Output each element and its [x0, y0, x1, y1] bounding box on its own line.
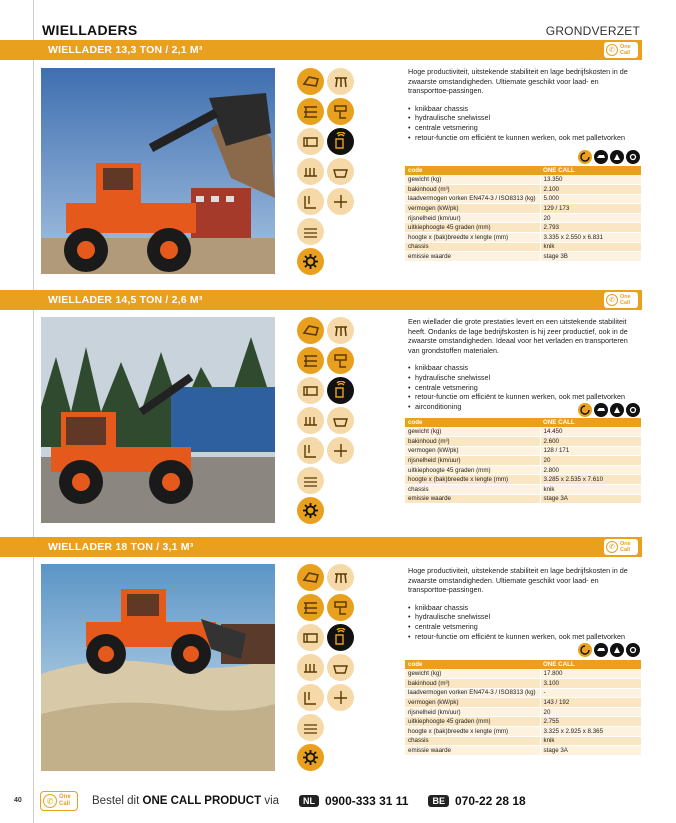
- pallet-fork-icon: [297, 594, 324, 621]
- spec-label: vermogen (kW/pk): [405, 204, 540, 214]
- attachment-icon-grid: [297, 68, 357, 278]
- spec-value: 143 / 192: [540, 698, 641, 708]
- spec-value: 5.000: [540, 194, 641, 204]
- truck-mini-icon: [594, 403, 608, 417]
- attachment-icon-grid: [297, 564, 357, 774]
- spec-label: rijsnelheid (km/uur): [405, 707, 540, 717]
- grab-bucket-icon: [327, 317, 354, 344]
- description-text: Een wiellader die grote prestaties levert en een uitstekende stabiliteit heeft. Ondanks de lage bedrijfskosten is hij zeer productief, ook in de zwaarste omstandigheden. Ideaal voor het verladen en transporteren van grondstoffen materialen.: [408, 317, 628, 355]
- spec-value: stage 3A: [540, 746, 641, 756]
- table-row: [405, 698, 641, 708]
- spec-value: 17.800: [540, 669, 641, 679]
- spec-value: 2.600: [540, 437, 641, 447]
- table-row: [405, 204, 641, 214]
- spec-label: chassis: [405, 242, 540, 252]
- fork-frame-icon: [297, 684, 324, 711]
- section-title: WIELLADER 18 TON / 3,1 M³: [48, 541, 194, 553]
- spec-value: stage 3A: [540, 494, 641, 504]
- table-header-value: ONE CALL: [540, 166, 641, 175]
- spec-label: gewicht (kg): [405, 669, 540, 679]
- feature-item: • airconditioning: [408, 402, 640, 412]
- spec-value: 2.793: [540, 223, 641, 233]
- spec-value: 128 / 171: [540, 446, 641, 456]
- footer-text: [92, 795, 279, 807]
- badge-line2: Call: [620, 50, 631, 56]
- rake-icon: [297, 407, 324, 434]
- service-mini-icon: [626, 643, 640, 657]
- fork-frame-icon: [297, 188, 324, 215]
- table-row: [405, 736, 641, 746]
- phone-icon: ✆: [43, 794, 57, 808]
- feature-item: • centrale vetsmering: [408, 622, 640, 632]
- spec-label: bakinhoud (m³): [405, 185, 540, 195]
- product-description: [408, 566, 640, 641]
- section-title: WIELLADER 13,3 TON / 2,1 M³: [48, 44, 203, 56]
- spec-label: chassis: [405, 736, 540, 746]
- spec-label: uitkiephoogte 45 graden (mm): [405, 465, 540, 475]
- table-row: [405, 175, 641, 185]
- spec-value: 20: [540, 707, 641, 717]
- bucket-icon: [297, 317, 324, 344]
- section-title: WIELLADER 14,5 TON / 2,6 M³: [48, 294, 203, 306]
- rake-icon: [297, 158, 324, 185]
- spec-table: [405, 660, 641, 756]
- be-flag: BE: [428, 795, 449, 807]
- description-text: Hoge productiviteit, uitstekende stabiliteit en lage bedrijfskosten in de zwaarste omstandigheden. Ultiemate geschikt voor laad- en transporttoe-passingen.: [408, 566, 628, 595]
- footer-prefix: Bestel dit: [92, 795, 140, 807]
- feature-list: [408, 603, 640, 641]
- spec-label: rijsnelheid (km/uur): [405, 213, 540, 223]
- fork-frame-icon: [297, 437, 324, 464]
- spec-value: 20: [540, 213, 641, 223]
- sweeper-icon: [297, 714, 324, 741]
- quick-coupler-icon: [327, 347, 354, 374]
- table-row: [405, 194, 641, 204]
- gear-icon: [297, 248, 324, 275]
- spec-value: 3.325 x 2.925 x 8.365: [540, 727, 641, 737]
- feature-item: • knikbaar chassis: [408, 603, 640, 613]
- table-row: [405, 242, 641, 252]
- table-header-value: ONE CALL: [540, 418, 641, 427]
- table-row: [405, 233, 641, 243]
- badge-line2: Call: [620, 300, 631, 306]
- spec-value: 13.350: [540, 175, 641, 185]
- spec-label: emissie waarde: [405, 494, 540, 504]
- table-row: [405, 494, 641, 504]
- pallet-fork-icon: [297, 347, 324, 374]
- pallet-fork-2-icon: [297, 377, 324, 404]
- table-header-row: [405, 166, 641, 175]
- phone-mini-icon: [578, 150, 592, 164]
- spec-value: 2.755: [540, 717, 641, 727]
- spec-label: uitkiephoogte 45 graden (mm): [405, 223, 540, 233]
- phone-mini-icon: [578, 643, 592, 657]
- table-row: [405, 746, 641, 756]
- page-number: 40: [14, 797, 22, 804]
- table-row: [405, 456, 641, 466]
- table-row: [405, 252, 641, 262]
- table-row: [405, 669, 641, 679]
- spec-label: emissie waarde: [405, 252, 540, 262]
- broom-icon: [327, 407, 354, 434]
- spec-value: stage 3B: [540, 252, 641, 262]
- spec-table: [405, 418, 641, 504]
- spec-label: laadvermogen vorken EN474-3 / ISO8313 (kg): [405, 194, 540, 204]
- table-row: [405, 727, 641, 737]
- spec-value: 2.800: [540, 465, 641, 475]
- mini-icon-row: [578, 150, 640, 164]
- feature-list: [408, 104, 640, 142]
- table-row: [405, 223, 641, 233]
- phone-icon: ✆: [606, 44, 618, 56]
- phone-icon: ✆: [606, 541, 618, 553]
- spec-value: knik: [540, 485, 641, 495]
- badge-line1: One: [59, 794, 71, 800]
- extension-icon: [327, 437, 354, 464]
- spec-label: bakinhoud (m³): [405, 437, 540, 447]
- grab-bucket-icon: [327, 68, 354, 95]
- spec-table: [405, 166, 641, 262]
- product-photo: [41, 317, 275, 523]
- table-header-row: [405, 660, 641, 669]
- footer-suffix: via: [264, 795, 280, 807]
- product-photo: [41, 564, 275, 771]
- rake-icon: [297, 654, 324, 681]
- spec-value: knik: [540, 242, 641, 252]
- spec-value: knik: [540, 736, 641, 746]
- footer: [40, 790, 526, 812]
- dark-fuel-icon: [327, 624, 354, 651]
- feature-item: • centrale vetsmering: [408, 383, 640, 393]
- broom-icon: [327, 654, 354, 681]
- spec-value: 20: [540, 456, 641, 466]
- gear-icon: [297, 497, 324, 524]
- spec-label: hoogte x (bak)breedte x lengte (mm): [405, 233, 540, 243]
- feature-item: • retour-functie om efficiënt te kunnen werken, ook met palletvorken: [408, 392, 640, 402]
- feature-item: • retour-functie om efficiënt te kunnen werken, ook met palletvorken: [408, 133, 640, 143]
- table-row: [405, 485, 641, 495]
- sweeper-icon: [297, 467, 324, 494]
- dark-fuel-icon: [327, 128, 354, 155]
- spec-value: 14.450: [540, 427, 641, 437]
- table-header-code: code: [405, 166, 540, 175]
- section-header-bar: [0, 290, 642, 310]
- pallet-fork-icon: [297, 98, 324, 125]
- feature-item: • knikbaar chassis: [408, 363, 640, 373]
- be-phone-link[interactable]: 070-22 28 18: [454, 794, 526, 808]
- table-row: [405, 437, 641, 447]
- table-row: [405, 213, 641, 223]
- spec-value: 3.100: [540, 679, 641, 689]
- mini-icon-row: [578, 403, 640, 417]
- dark-fuel-icon: [327, 377, 354, 404]
- service-mini-icon: [626, 150, 640, 164]
- page-category: GRONDVERZET: [545, 24, 640, 38]
- table-row: [405, 446, 641, 456]
- spec-label: gewicht (kg): [405, 175, 540, 185]
- product-description: [408, 317, 640, 411]
- feature-item: • hydraulische snelwissel: [408, 612, 640, 622]
- badge-line2: Call: [620, 547, 631, 553]
- left-margin-rule: [33, 0, 34, 823]
- badge-line1: One: [620, 44, 631, 50]
- spec-value: 2.100: [540, 185, 641, 195]
- feature-item: • centrale vetsmering: [408, 123, 640, 133]
- mini-icon-row: [578, 643, 640, 657]
- spec-value: 129 / 173: [540, 204, 641, 214]
- footer-bold: ONE CALL PRODUCT: [142, 795, 262, 807]
- one-call-badge: [604, 42, 638, 58]
- spec-value: -: [540, 688, 641, 698]
- extension-icon: [327, 684, 354, 711]
- terrain-mini-icon: [610, 150, 624, 164]
- page-title: WIELLADERS: [42, 22, 138, 38]
- table-row: [405, 707, 641, 717]
- truck-mini-icon: [594, 643, 608, 657]
- sweeper-icon: [297, 218, 324, 245]
- extension-icon: [327, 188, 354, 215]
- table-header-code: code: [405, 418, 540, 427]
- spec-label: uitkiephoogte 45 graden (mm): [405, 717, 540, 727]
- terrain-mini-icon: [610, 643, 624, 657]
- bucket-icon: [297, 68, 324, 95]
- feature-item: • hydraulische snelwissel: [408, 373, 640, 383]
- spec-label: gewicht (kg): [405, 427, 540, 437]
- product-description: [408, 67, 640, 142]
- table-header-row: [405, 418, 641, 427]
- section-header-bar: [0, 537, 642, 557]
- table-row: [405, 427, 641, 437]
- spec-label: laadvermogen vorken EN474-3 / ISO8313 (kg): [405, 688, 540, 698]
- spec-value: 3.335 x 2.550 x 6.831: [540, 233, 641, 243]
- spec-label: vermogen (kW/pk): [405, 698, 540, 708]
- badge-line1: One: [620, 541, 631, 547]
- table-row: [405, 475, 641, 485]
- feature-item: • knikbaar chassis: [408, 104, 640, 114]
- grab-bucket-icon: [327, 564, 354, 591]
- table-row: [405, 688, 641, 698]
- gear-icon: [297, 744, 324, 771]
- table-row: [405, 717, 641, 727]
- quick-coupler-icon: [327, 98, 354, 125]
- table-row: [405, 185, 641, 195]
- phone-mini-icon: [578, 403, 592, 417]
- table-row: [405, 679, 641, 689]
- spec-label: rijsnelheid (km/uur): [405, 456, 540, 466]
- table-row: [405, 465, 641, 475]
- spec-label: hoogte x (bak)breedte x lengte (mm): [405, 727, 540, 737]
- product-photo: [41, 68, 275, 274]
- truck-mini-icon: [594, 150, 608, 164]
- spec-label: emissie waarde: [405, 746, 540, 756]
- spec-label: bakinhoud (m³): [405, 679, 540, 689]
- pallet-fork-2-icon: [297, 128, 324, 155]
- spec-value: 3.285 x 2.535 x 7.610: [540, 475, 641, 485]
- quick-coupler-icon: [327, 594, 354, 621]
- badge-line2: Call: [59, 801, 71, 807]
- terrain-mini-icon: [610, 403, 624, 417]
- table-header-value: ONE CALL: [540, 660, 641, 669]
- spec-label: vermogen (kW/pk): [405, 446, 540, 456]
- pallet-fork-2-icon: [297, 624, 324, 651]
- attachment-icon-grid: [297, 317, 357, 527]
- spec-label: hoogte x (bak)breedte x lengte (mm): [405, 475, 540, 485]
- one-call-badge: [604, 292, 638, 308]
- feature-item: • retour-functie om efficiënt te kunnen werken, ook met palletvorken: [408, 632, 640, 642]
- one-call-logo: [40, 791, 78, 811]
- badge-line1: One: [620, 294, 631, 300]
- nl-phone-link[interactable]: 0900-333 31 11: [325, 794, 409, 808]
- phone-icon: ✆: [606, 294, 618, 306]
- section-header-bar: [0, 40, 642, 60]
- table-header-code: code: [405, 660, 540, 669]
- service-mini-icon: [626, 403, 640, 417]
- broom-icon: [327, 158, 354, 185]
- nl-flag: NL: [299, 795, 319, 807]
- description-text: Hoge productiviteit, uitstekende stabiliteit en lage bedrijfskosten in de zwaarste omstandigheden. Ultiemate geschikt voor laad- en transporttoe-passingen.: [408, 67, 628, 96]
- bucket-icon: [297, 564, 324, 591]
- feature-item: • hydraulische snelwissel: [408, 113, 640, 123]
- spec-label: chassis: [405, 485, 540, 495]
- one-call-badge: [604, 539, 638, 555]
